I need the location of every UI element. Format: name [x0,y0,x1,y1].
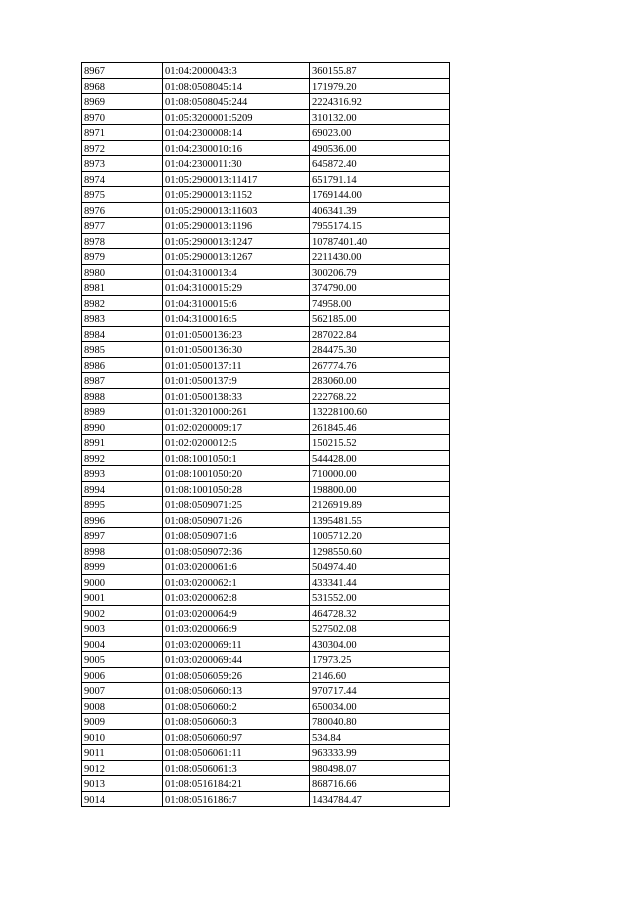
table-row [82,528,450,544]
cadastral-number-cell: 01:04:2300010:16 [163,140,310,156]
amount-cell: 534.84 [310,729,450,745]
table-row [82,404,450,420]
table-row [82,714,450,730]
amount-cell: 284475.30 [310,342,450,358]
cadastral-number-cell: 01:04:3100013:4 [163,264,310,280]
table-row [82,559,450,575]
amount-cell: 1298550.60 [310,543,450,559]
amount-cell: 780040.80 [310,714,450,730]
amount-cell: 970717.44 [310,683,450,699]
cadastral-number-cell: 01:01:0500137:9 [163,373,310,389]
amount-cell: 645872.40 [310,156,450,172]
row-number-cell: 8984 [82,326,163,342]
amount-cell: 650034.00 [310,698,450,714]
table-row [82,636,450,652]
amount-cell: 150215.52 [310,435,450,451]
row-number-cell: 8986 [82,357,163,373]
cadastral-number-cell: 01:08:1001050:20 [163,466,310,482]
table-row [82,326,450,342]
cadastral-number-cell: 01:08:0516186:7 [163,791,310,807]
cadastral-number-cell: 01:05:2900013:1247 [163,233,310,249]
row-number-cell: 8969 [82,94,163,110]
table-row [82,171,450,187]
table-row [82,667,450,683]
table-row [82,760,450,776]
table-row [82,202,450,218]
cadastral-number-cell: 01:03:0200069:11 [163,636,310,652]
cadastral-number-cell: 01:05:2900013:11417 [163,171,310,187]
table-row [82,125,450,141]
cadastral-number-cell: 01:03:0200061:6 [163,559,310,575]
amount-cell: 1395481.55 [310,512,450,528]
row-number-cell: 8967 [82,63,163,79]
row-number-cell: 9014 [82,791,163,807]
cadastral-number-cell: 01:03:0200062:1 [163,574,310,590]
cadastral-number-cell: 01:03:0200062:8 [163,590,310,606]
table-row [82,280,450,296]
amount-cell: 406341.39 [310,202,450,218]
row-number-cell: 8976 [82,202,163,218]
table-row [82,311,450,327]
row-number-cell: 9002 [82,605,163,621]
amount-cell: 2224316.92 [310,94,450,110]
row-number-cell: 9000 [82,574,163,590]
row-number-cell: 8978 [82,233,163,249]
amount-cell: 360155.87 [310,63,450,79]
amount-cell: 267774.76 [310,357,450,373]
row-number-cell: 8995 [82,497,163,513]
cadastral-number-cell: 01:04:2000043:3 [163,63,310,79]
cadastral-number-cell: 01:01:3201000:261 [163,404,310,420]
amount-cell: 2126919.89 [310,497,450,513]
cadastral-number-cell: 01:03:0200064:9 [163,605,310,621]
row-number-cell: 8994 [82,481,163,497]
amount-cell: 222768.22 [310,388,450,404]
row-number-cell: 9006 [82,667,163,683]
amount-cell: 963333.99 [310,745,450,761]
amount-cell: 74958.00 [310,295,450,311]
row-number-cell: 8971 [82,125,163,141]
cadastral-number-cell: 01:02:0200009:17 [163,419,310,435]
cadastral-number-cell: 01:05:2900013:11603 [163,202,310,218]
data-table [81,62,450,807]
table-row [82,450,450,466]
table-row [82,109,450,125]
row-number-cell: 8989 [82,404,163,420]
amount-cell: 300206.79 [310,264,450,280]
row-number-cell: 8996 [82,512,163,528]
table-row [82,512,450,528]
table-row [82,776,450,792]
amount-cell: 17973.25 [310,652,450,668]
amount-cell: 544428.00 [310,450,450,466]
table-row [82,187,450,203]
cadastral-number-cell: 01:04:2300011:30 [163,156,310,172]
cadastral-number-cell: 01:08:0506061:3 [163,760,310,776]
row-number-cell: 9001 [82,590,163,606]
row-number-cell: 8998 [82,543,163,559]
table-row [82,295,450,311]
row-number-cell: 8988 [82,388,163,404]
cadastral-number-cell: 01:08:0508045:14 [163,78,310,94]
row-number-cell: 8999 [82,559,163,575]
amount-cell: 283060.00 [310,373,450,389]
table-row [82,342,450,358]
row-number-cell: 8975 [82,187,163,203]
table-body [82,63,450,807]
table-row [82,574,450,590]
cadastral-number-cell: 01:01:0500137:11 [163,357,310,373]
amount-cell: 980498.07 [310,760,450,776]
cadastral-number-cell: 01:08:0509072:36 [163,543,310,559]
row-number-cell: 8970 [82,109,163,125]
amount-cell: 310132.00 [310,109,450,125]
row-number-cell: 8980 [82,264,163,280]
row-number-cell: 9010 [82,729,163,745]
amount-cell: 651791.14 [310,171,450,187]
amount-cell: 710000.00 [310,466,450,482]
row-number-cell: 8987 [82,373,163,389]
table-row [82,78,450,94]
row-number-cell: 8985 [82,342,163,358]
table-row [82,791,450,807]
cadastral-number-cell: 01:08:0506060:3 [163,714,310,730]
row-number-cell: 9009 [82,714,163,730]
amount-cell: 433341.44 [310,574,450,590]
cadastral-number-cell: 01:08:1001050:28 [163,481,310,497]
cadastral-number-cell: 01:08:0506060:97 [163,729,310,745]
table-row [82,233,450,249]
amount-cell: 464728.32 [310,605,450,621]
row-number-cell: 8974 [82,171,163,187]
table-row [82,63,450,79]
table-row [82,435,450,451]
table-row [82,94,450,110]
row-number-cell: 8992 [82,450,163,466]
table-row [82,605,450,621]
cadastral-number-cell: 01:03:0200069:44 [163,652,310,668]
cadastral-number-cell: 01:08:0506059:26 [163,667,310,683]
amount-cell: 171979.20 [310,78,450,94]
table-row [82,140,450,156]
amount-cell: 287022.84 [310,326,450,342]
cadastral-number-cell: 01:05:3200001:5209 [163,109,310,125]
cadastral-number-cell: 01:01:0500136:23 [163,326,310,342]
row-number-cell: 9012 [82,760,163,776]
amount-cell: 13228100.60 [310,404,450,420]
cadastral-number-cell: 01:05:2900013:1152 [163,187,310,203]
table-row [82,745,450,761]
row-number-cell: 9004 [82,636,163,652]
table-row [82,590,450,606]
table-row [82,497,450,513]
row-number-cell: 8972 [82,140,163,156]
amount-cell: 261845.46 [310,419,450,435]
amount-cell: 1005712.20 [310,528,450,544]
table-row [82,357,450,373]
row-number-cell: 8977 [82,218,163,234]
table-row [82,156,450,172]
row-number-cell: 8979 [82,249,163,265]
amount-cell: 69023.00 [310,125,450,141]
cadastral-number-cell: 01:04:3100016:5 [163,311,310,327]
row-number-cell: 9011 [82,745,163,761]
row-number-cell: 9008 [82,698,163,714]
cadastral-number-cell: 01:03:0200066:9 [163,621,310,637]
row-number-cell: 8982 [82,295,163,311]
table-row [82,388,450,404]
cadastral-number-cell: 01:02:0200012:5 [163,435,310,451]
amount-cell: 374790.00 [310,280,450,296]
cadastral-number-cell: 01:05:2900013:1196 [163,218,310,234]
table-row [82,698,450,714]
table-row [82,466,450,482]
row-number-cell: 8968 [82,78,163,94]
row-number-cell: 9007 [82,683,163,699]
amount-cell: 562185.00 [310,311,450,327]
table-row [82,373,450,389]
row-number-cell: 8997 [82,528,163,544]
table-row [82,419,450,435]
table-row [82,543,450,559]
amount-cell: 10787401.40 [310,233,450,249]
cadastral-number-cell: 01:08:0506060:13 [163,683,310,699]
row-number-cell: 9003 [82,621,163,637]
amount-cell: 198800.00 [310,481,450,497]
table-row [82,683,450,699]
table-row [82,652,450,668]
amount-cell: 531552.00 [310,590,450,606]
amount-cell: 430304.00 [310,636,450,652]
cadastral-number-cell: 01:04:2300008:14 [163,125,310,141]
table-row [82,621,450,637]
amount-cell: 1769144.00 [310,187,450,203]
cadastral-number-cell: 01:05:2900013:1267 [163,249,310,265]
amount-cell: 7955174.15 [310,218,450,234]
row-number-cell: 8993 [82,466,163,482]
table-row [82,249,450,265]
cadastral-number-cell: 01:08:0509071:25 [163,497,310,513]
row-number-cell: 8981 [82,280,163,296]
amount-cell: 868716.66 [310,776,450,792]
cadastral-number-cell: 01:08:0509071:6 [163,528,310,544]
cadastral-number-cell: 01:04:3100015:6 [163,295,310,311]
amount-cell: 504974.40 [310,559,450,575]
cadastral-number-cell: 01:08:0516184:21 [163,776,310,792]
row-number-cell: 9005 [82,652,163,668]
cadastral-number-cell: 01:08:0506060:2 [163,698,310,714]
cadastral-number-cell: 01:08:0506061:11 [163,745,310,761]
row-number-cell: 9013 [82,776,163,792]
cadastral-number-cell: 01:08:1001050:1 [163,450,310,466]
row-number-cell: 8991 [82,435,163,451]
table-row [82,481,450,497]
table-row [82,264,450,280]
amount-cell: 527502.08 [310,621,450,637]
row-number-cell: 8983 [82,311,163,327]
amount-cell: 1434784.47 [310,791,450,807]
cadastral-number-cell: 01:08:0509071:26 [163,512,310,528]
cadastral-number-cell: 01:01:0500138:33 [163,388,310,404]
cadastral-number-cell: 01:08:0508045:244 [163,94,310,110]
cadastral-number-cell: 01:01:0500136:30 [163,342,310,358]
amount-cell: 490536.00 [310,140,450,156]
amount-cell: 2146.60 [310,667,450,683]
amount-cell: 2211430.00 [310,249,450,265]
table-row [82,729,450,745]
cadastral-number-cell: 01:04:3100015:29 [163,280,310,296]
row-number-cell: 8973 [82,156,163,172]
table-row [82,218,450,234]
row-number-cell: 8990 [82,419,163,435]
